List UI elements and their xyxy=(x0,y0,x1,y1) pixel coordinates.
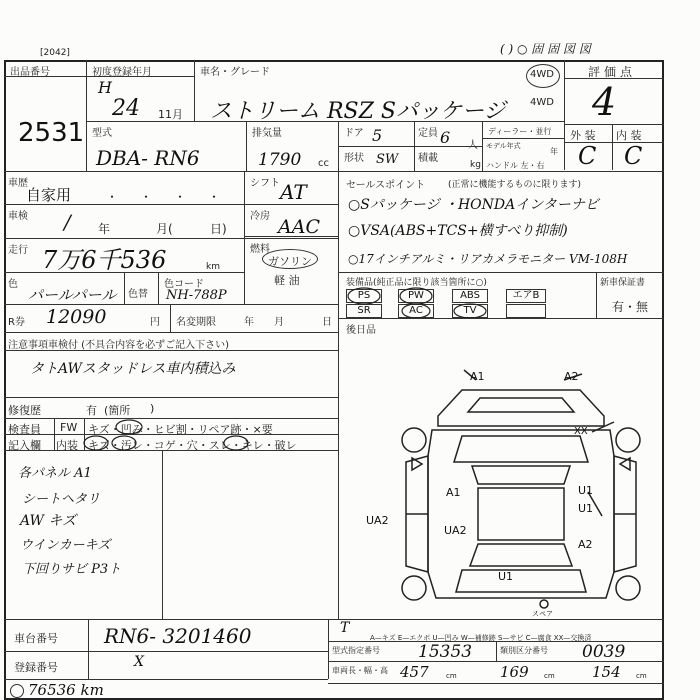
diagram-mark-a1-front: A1 xyxy=(470,370,485,383)
repair-place: (箇所 xyxy=(104,404,131,417)
row-line xyxy=(244,236,338,237)
col-line xyxy=(170,304,171,332)
height-value: 154 xyxy=(592,663,621,681)
equip-pw: PW xyxy=(398,289,434,303)
row-line xyxy=(4,304,338,305)
length-value: 457 xyxy=(400,663,429,681)
diagram-mark-u1-hood: U1 xyxy=(578,502,594,515)
inspector-label: 検査員 xyxy=(8,423,41,436)
score-label: 評価点 xyxy=(588,65,637,79)
handle-label: ハンドル 左・右 xyxy=(486,161,545,170)
color-code-label: 色コード xyxy=(164,279,204,290)
diagram-mark-u1-rear: U1 xyxy=(498,570,514,583)
inspector-legend-2: キズ・汚レ・コゲ・穴・スレ・キレ・破レ xyxy=(88,439,297,452)
shape-label: 形状 xyxy=(344,153,364,164)
row-line xyxy=(4,204,338,205)
recycle-value: 12090 xyxy=(46,306,107,328)
row-line xyxy=(338,146,482,147)
diagram-mark-a2-front: A2 xyxy=(564,370,579,383)
remark-3: AW キズ xyxy=(20,513,77,529)
drive-text: 4WD xyxy=(530,97,554,108)
diagram-mark-a2-right: A2 xyxy=(578,538,593,551)
row-line xyxy=(328,683,664,684)
cc-unit: cc xyxy=(318,158,329,169)
yen-unit: 円 xyxy=(150,317,160,328)
row-line xyxy=(328,661,664,662)
equip-tv: TV xyxy=(452,304,488,318)
inspection-day: 日) xyxy=(210,222,227,236)
mileage-value: 7万6千536 xyxy=(42,246,167,274)
new-book-value: 有・無 xyxy=(612,300,649,314)
designation-label: 型式指定番号 xyxy=(332,646,380,655)
displacement-value: 1790 xyxy=(258,150,302,170)
model-grade-label: 車名・グレード xyxy=(200,67,270,78)
tax-month: 月 xyxy=(274,317,284,328)
col-line xyxy=(328,619,329,679)
chassis-value: RN6- 3201460 xyxy=(104,624,252,648)
equipment-label: 装備品(純正品に限り該当箇所に○) xyxy=(346,278,487,288)
aircon-value: AAC xyxy=(278,216,320,238)
col-line xyxy=(194,60,195,122)
sales-point-2: ○VSA(ABS+TCS+横すべり抑制) xyxy=(348,223,568,239)
type-value: DBA- RN6 xyxy=(96,146,200,170)
reg-no-value: X xyxy=(134,654,144,670)
row-line xyxy=(338,318,664,319)
col-line xyxy=(158,272,159,304)
tax-label: 名変期限 xyxy=(176,317,216,328)
equip-abs: ABS xyxy=(452,289,488,303)
remark-4: ウインカーキズ xyxy=(20,538,111,553)
col-line xyxy=(124,272,125,304)
row-line xyxy=(482,138,564,139)
repair-have: 有 xyxy=(86,404,97,417)
interior-grade: C xyxy=(624,142,643,170)
reg-month: 11月 xyxy=(158,108,183,121)
row-line xyxy=(4,238,338,239)
row-line xyxy=(4,619,664,620)
fuel-label: 燃料 xyxy=(250,244,270,255)
equip-ac: AC xyxy=(398,304,434,318)
sales-point-3: ○17インチアルミ・リアカメラモニター VM-108H xyxy=(348,252,628,266)
length-unit: cm xyxy=(446,672,457,680)
aircon-label: 冷房 xyxy=(250,211,270,222)
equip-ps: PS xyxy=(346,289,382,303)
recycle-label: R券 xyxy=(8,317,25,328)
year-unit: 年 xyxy=(550,147,558,156)
shift-value: AT xyxy=(280,180,307,204)
score-value: 4 xyxy=(592,80,617,124)
width-unit: cm xyxy=(544,672,555,680)
mileage-circled-value: 76536 km xyxy=(28,681,104,699)
doors-value: 5 xyxy=(372,126,383,145)
footer-t-mark: T xyxy=(340,620,350,636)
interior-legend-label: 内装 xyxy=(56,439,78,452)
size-label: 車両長・幅・高 xyxy=(332,666,388,675)
type-label: 型式 xyxy=(92,128,112,139)
row-line xyxy=(4,651,328,652)
row-line xyxy=(4,171,664,172)
diagram-mark-a1-side: A1 xyxy=(446,486,461,499)
equip-blank xyxy=(506,304,546,318)
model-grade: ストリーム RSZ Sパッケージ xyxy=(210,99,506,124)
model-year-label: モデル年式 xyxy=(486,142,521,150)
col-line xyxy=(612,124,613,170)
row-line xyxy=(338,272,664,273)
diagram-mark-ua2-roof: UA2 xyxy=(444,524,467,537)
col-line xyxy=(88,619,89,679)
col-line xyxy=(246,121,247,171)
first-reg-label: 初度登録年月 xyxy=(92,67,152,78)
mileage-circle xyxy=(10,684,24,698)
drive-circled-text: 4WD xyxy=(530,69,554,80)
capacity-value: 6 xyxy=(440,128,451,147)
sales-points-label: セールスポイント xyxy=(346,180,426,191)
inspector-fw: FW xyxy=(60,421,78,434)
mileage-label: 走行 xyxy=(8,245,28,256)
col-line xyxy=(482,121,483,171)
displacement-label: 排気量 xyxy=(252,128,282,139)
exterior-grade: C xyxy=(578,142,597,170)
chassis-label: 車台番号 xyxy=(14,632,58,645)
equip-airbag: エアB xyxy=(506,289,546,303)
diagram-mark-ua2-left: UA2 xyxy=(366,514,389,527)
diagram-mark-u1-right: U1 xyxy=(578,484,594,497)
shape-value: SW xyxy=(376,152,399,167)
tax-year: 年 xyxy=(244,317,254,328)
color-value: パールパール xyxy=(28,286,117,304)
equip-sr: SR xyxy=(346,304,382,318)
width-value: 169 xyxy=(500,663,529,681)
color-change-label: 色替 xyxy=(128,289,148,300)
post-install-label: 後日品 xyxy=(346,325,376,336)
inspection-month: 月( xyxy=(156,222,173,236)
sales-points-note: (正常に機能するものに限ります) xyxy=(448,180,582,190)
interior-label: 内 装 xyxy=(616,129,642,142)
kg-unit: kg xyxy=(470,160,481,170)
row-line xyxy=(564,124,664,125)
row-line xyxy=(564,78,664,79)
inspector-legend-1: キズ・凹み・ヒビ割・リペア跡・×要 xyxy=(88,423,273,436)
km-unit: km xyxy=(206,262,220,272)
remark-5: 下回りサビ P3ト xyxy=(22,562,122,577)
class-value: 0039 xyxy=(582,642,626,662)
fuel-option-diesel: 軽 油 xyxy=(274,274,300,287)
inspection-label: 車検 xyxy=(8,211,28,222)
load-label: 積載 xyxy=(418,153,438,164)
sales-point-1: ○Sパッケージ ・HONDAインターナビ xyxy=(348,197,599,213)
color-label: 色 xyxy=(8,279,18,290)
repair-close: ) xyxy=(150,402,155,415)
repair-label: 修復歴 xyxy=(8,404,41,417)
notes-label: 注意事項車検付 (不具合内容を必ずご記入下さい) xyxy=(8,340,229,351)
lot-number: 2531 xyxy=(18,118,85,148)
damage-legend: A—キズ E—エクボ U—凹み W—補修跡 S—サビ C—腐食 XX—交換済 xyxy=(370,634,592,642)
car-history-value: 自家用 xyxy=(26,186,72,204)
sheet-code: [2042] xyxy=(40,48,70,58)
diagram-spare-label: スペア xyxy=(532,610,553,618)
color-code-value: NH-788P xyxy=(166,288,227,303)
top-right-scribble: ( ) ○ 固 固 図 図 xyxy=(500,42,591,56)
col-line xyxy=(496,641,497,661)
col-line xyxy=(564,60,565,170)
row-line xyxy=(86,121,564,122)
reg-era: H xyxy=(98,78,112,97)
capacity-label: 定員 xyxy=(418,128,438,139)
dealer-label: ディーラー・並行 xyxy=(488,127,552,136)
car-diagram xyxy=(366,366,652,620)
notes-text: タトAWスタッドレス車内積込み xyxy=(30,361,236,377)
person-unit: 人 xyxy=(468,140,478,151)
new-book-label: 新車保証書 xyxy=(600,278,646,288)
remark-1: 各パネル A1 xyxy=(18,466,92,481)
car-history-label: 車歴 xyxy=(8,178,28,189)
row-line xyxy=(4,350,338,351)
history-dots: ・・・・ xyxy=(106,190,243,204)
row-line xyxy=(4,679,328,680)
remark-2: シートヘタリ xyxy=(22,492,101,507)
col-line xyxy=(338,171,339,619)
col-line xyxy=(86,60,87,172)
entry-label: 記入欄 xyxy=(8,439,41,452)
inspection-mark: / xyxy=(64,210,71,234)
diagram-mark-xx: XX xyxy=(574,426,588,437)
height-unit: cm xyxy=(636,672,647,680)
class-label: 類別区分番号 xyxy=(500,646,548,655)
legend-circles xyxy=(84,416,344,452)
row-line xyxy=(4,332,338,333)
reg-no-label: 登録番号 xyxy=(14,661,58,674)
lot-label: 出品番号 xyxy=(10,67,50,78)
reg-year: 24 xyxy=(112,96,140,121)
fuel-option-gasoline: ガソリン xyxy=(268,255,312,268)
tax-day: 日 xyxy=(322,317,332,328)
col-line xyxy=(596,272,597,318)
designation-value: 15353 xyxy=(418,642,473,662)
exterior-label: 外 装 xyxy=(570,129,596,142)
inspection-year: 年 xyxy=(98,222,111,236)
col-line xyxy=(162,450,163,620)
row-line xyxy=(4,397,338,398)
fuel-circle xyxy=(262,249,318,269)
shift-label: シフト xyxy=(250,178,280,189)
doors-label: ドア xyxy=(344,128,364,139)
